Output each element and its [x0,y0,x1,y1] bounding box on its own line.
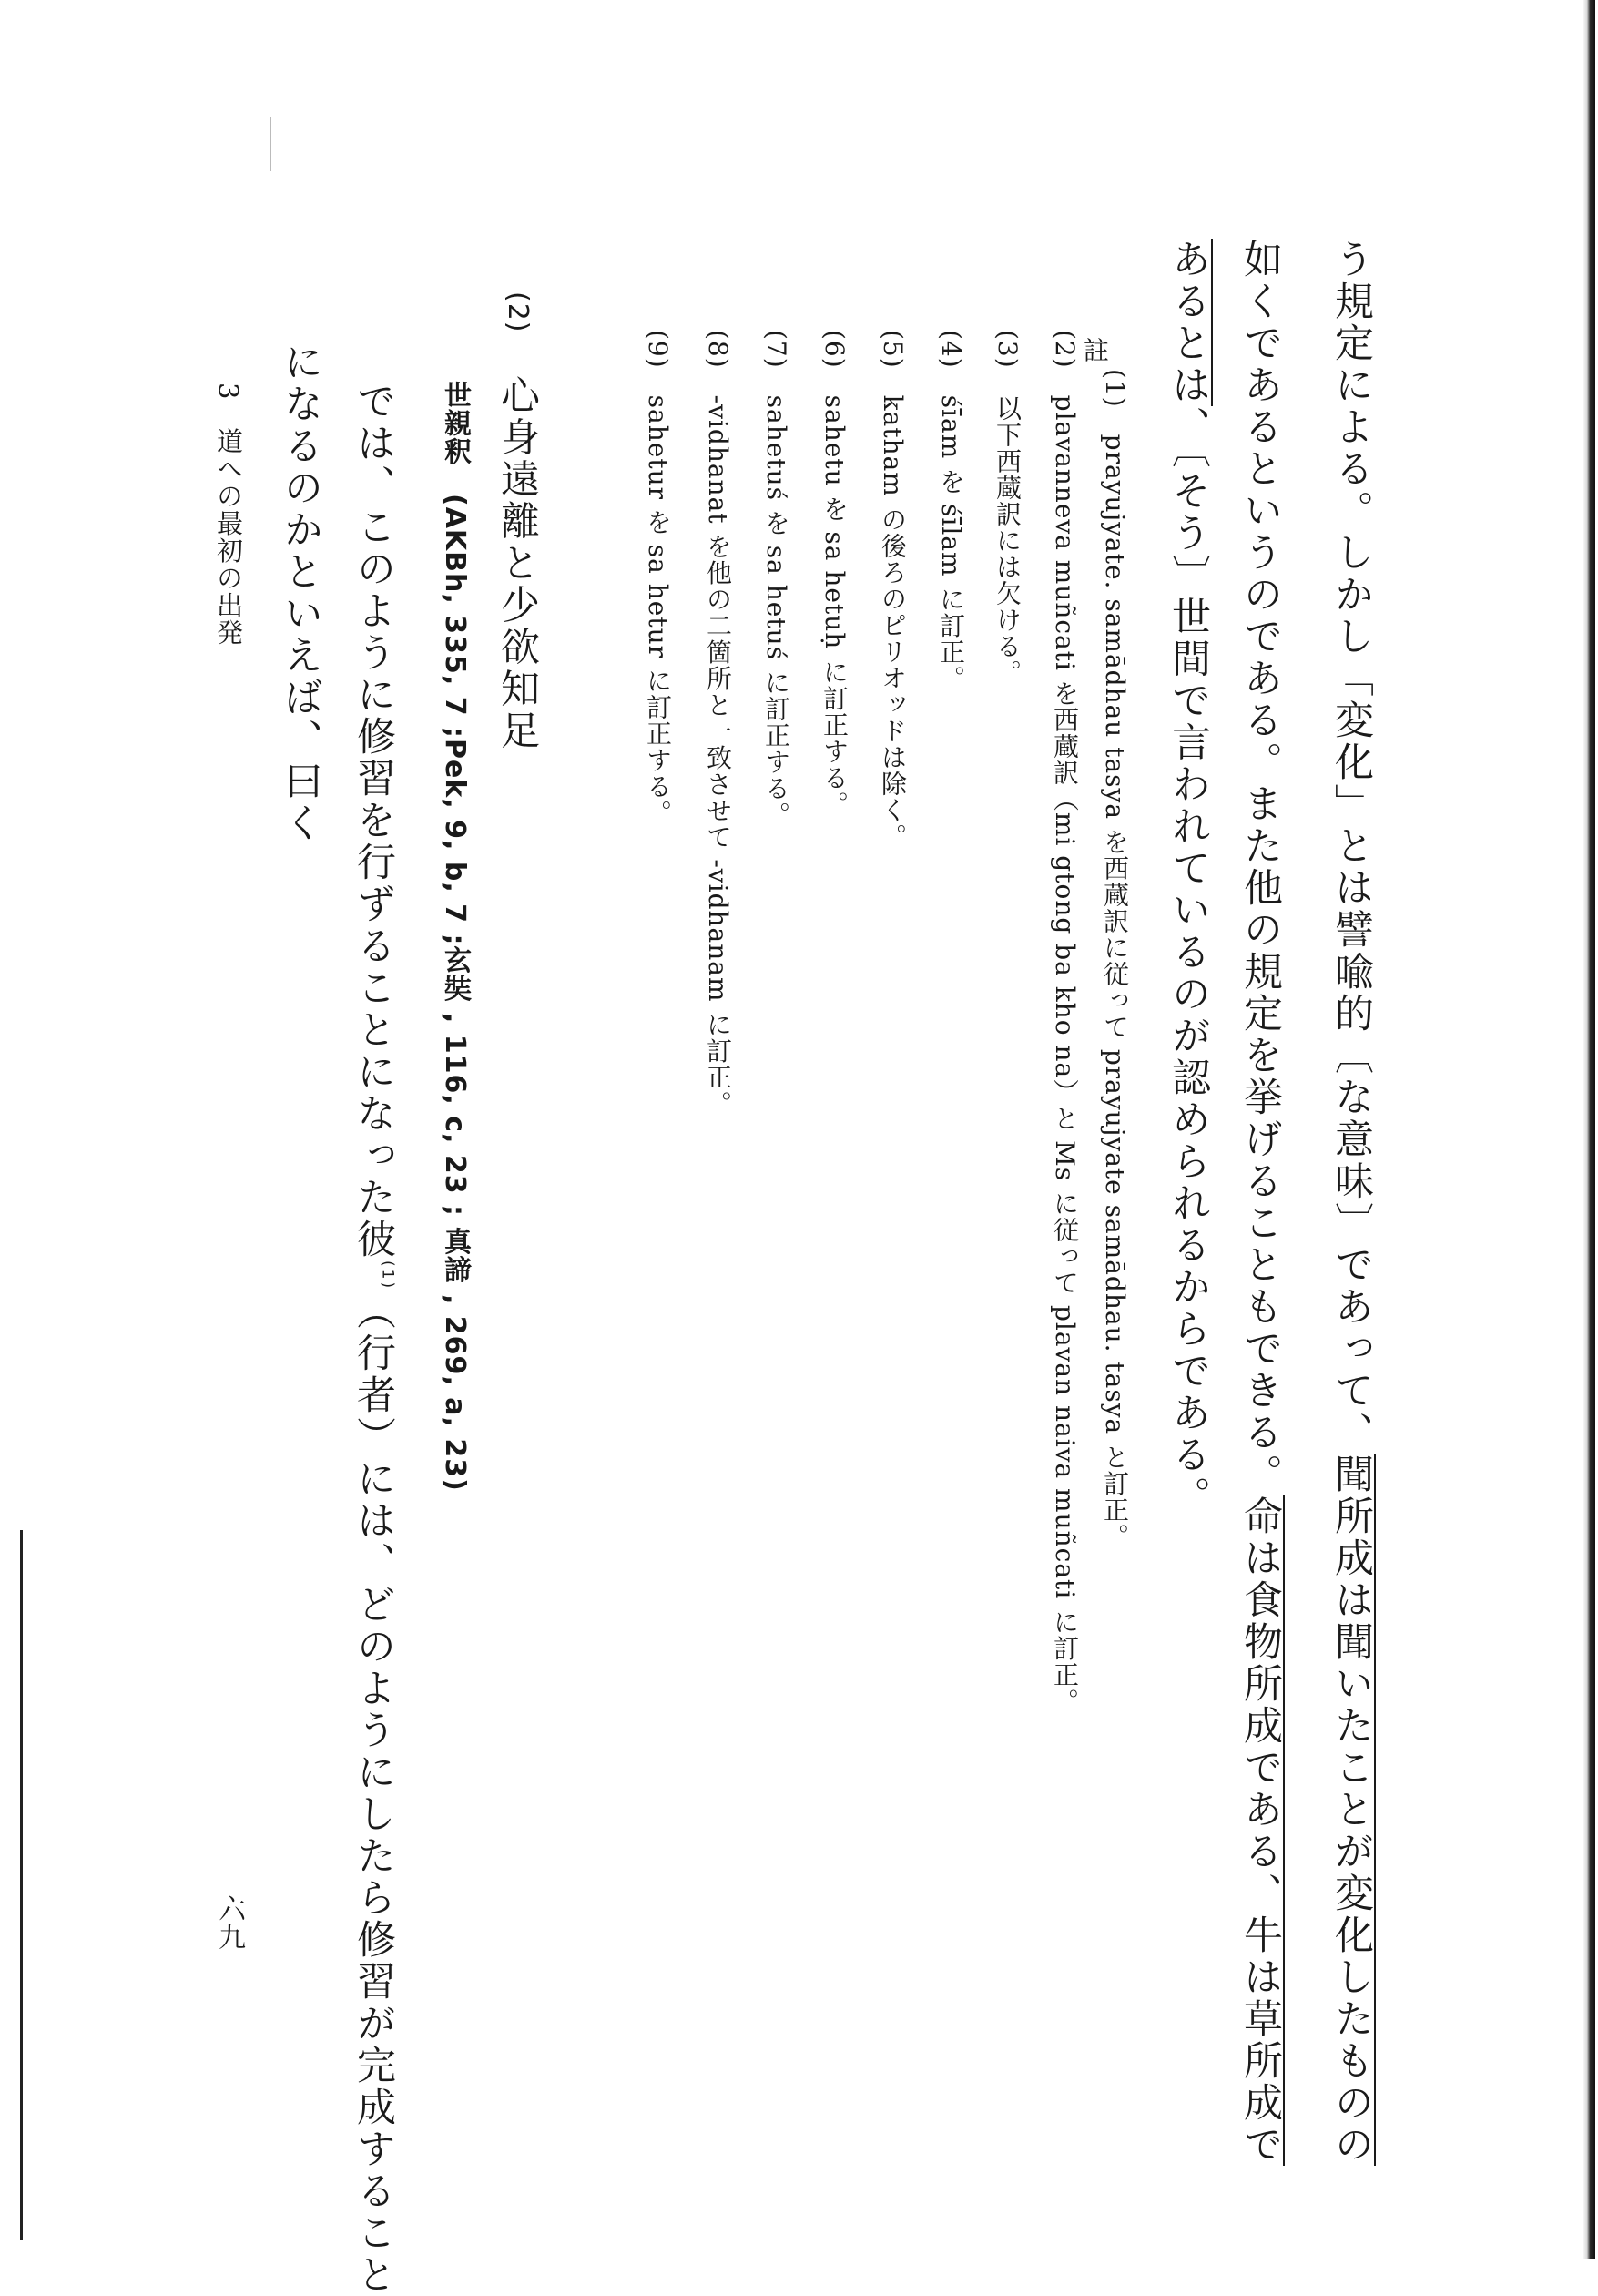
running-header: 3 道への最初の出発 [213,383,244,647]
note-text: sahetu を sa hetuḥ に訂正する。 [819,394,850,818]
body-line-1-marked: 聞所成は聞いたことが変化したものの [1328,1454,1374,2166]
note-8 [703,330,733,1117]
text-line-1: では、このように修習を行ずることになった彼$^{(1)}$（行者）には、どのようにしたら修習が完成すること [351,381,397,2296]
note-6 [819,330,850,818]
note-number: (9) [643,330,673,369]
body-line-1 [1328,239,1374,2166]
note-number: (5) [878,330,908,369]
note-3 [992,330,1023,686]
body-line-1-pre: う規定による。しかし「変化」とは譬喩的〔な意味〕であって、 [1328,239,1374,1454]
page-number: 六九 [213,1894,245,1951]
note-number: (8) [703,330,733,369]
note-text: śīam を śīlam に訂正。 [936,394,966,692]
note-text: -vidhanat を他の二箇所と一致させて -vidhanam に訂正。 [703,394,733,1117]
body-line-3 [1165,239,1211,1518]
source-author: 世親釈 [439,381,471,465]
scan-speck [270,117,271,171]
scan-margin-mark [20,1530,23,2240]
note-4 [936,330,966,692]
note-text: plavanneva muñcati を西蔵訳（mi gtong ba kho na）と Ms に従って plavan naiva muñcati に訂正。 [1050,394,1080,1715]
note-text: sahetuś を sa hetuś に訂正する。 [761,394,791,828]
note-label: 註 [1080,337,1110,363]
scan-edge [1583,0,1595,2259]
note-text: prayujyate. samādhau tasya を西蔵訳に従って prayujyate samādhau. tasya と訂正。 [1100,434,1130,1550]
note-1 [1100,369,1130,1550]
note-text: sahetur を sa hetur に訂正する。 [643,394,673,826]
body-line-2-marked: 命は食物所成である、牛は草所成で [1237,1495,1283,2166]
source-citation [439,381,471,1492]
section-heading [494,291,540,752]
body-line-2-pre: 如くであるというのである。また他の規定を挙げることもできる。 [1237,239,1283,1495]
section-number: (2) [502,291,534,333]
note-number: (2) [1050,330,1080,369]
note-number: (1) [1100,369,1130,408]
note-number: (6) [819,330,850,369]
note-5 [878,330,908,850]
body-line-3-post: 、〔そう〕世間で言われているのが認められるからである。 [1165,406,1211,1518]
note-text: 以下西蔵訳には欠ける。 [992,394,1023,686]
note-number: (3) [992,330,1023,369]
note-number: (4) [936,330,966,369]
note-9 [643,330,673,826]
note-2 [1050,330,1080,1715]
body-line-3-marked: あるとは [1165,239,1211,406]
footnote-marker: (1) [378,1260,397,1291]
note-text: katham の後ろのピリオッドは除く。 [878,394,908,850]
source-reference: (AKBh, 335, 7 ;Pek, 9, b, 7 ;玄奘 , 116, c, 23 ; 真諦 , 269, a, 23) [439,494,471,1492]
note-7 [763,330,789,828]
text-line-2: になるのかといえば、曰く [278,342,323,844]
section-title: 心身遠離と少欲知足 [494,374,540,752]
note-number: (7) [761,330,791,369]
body-line-2 [1237,239,1283,2166]
